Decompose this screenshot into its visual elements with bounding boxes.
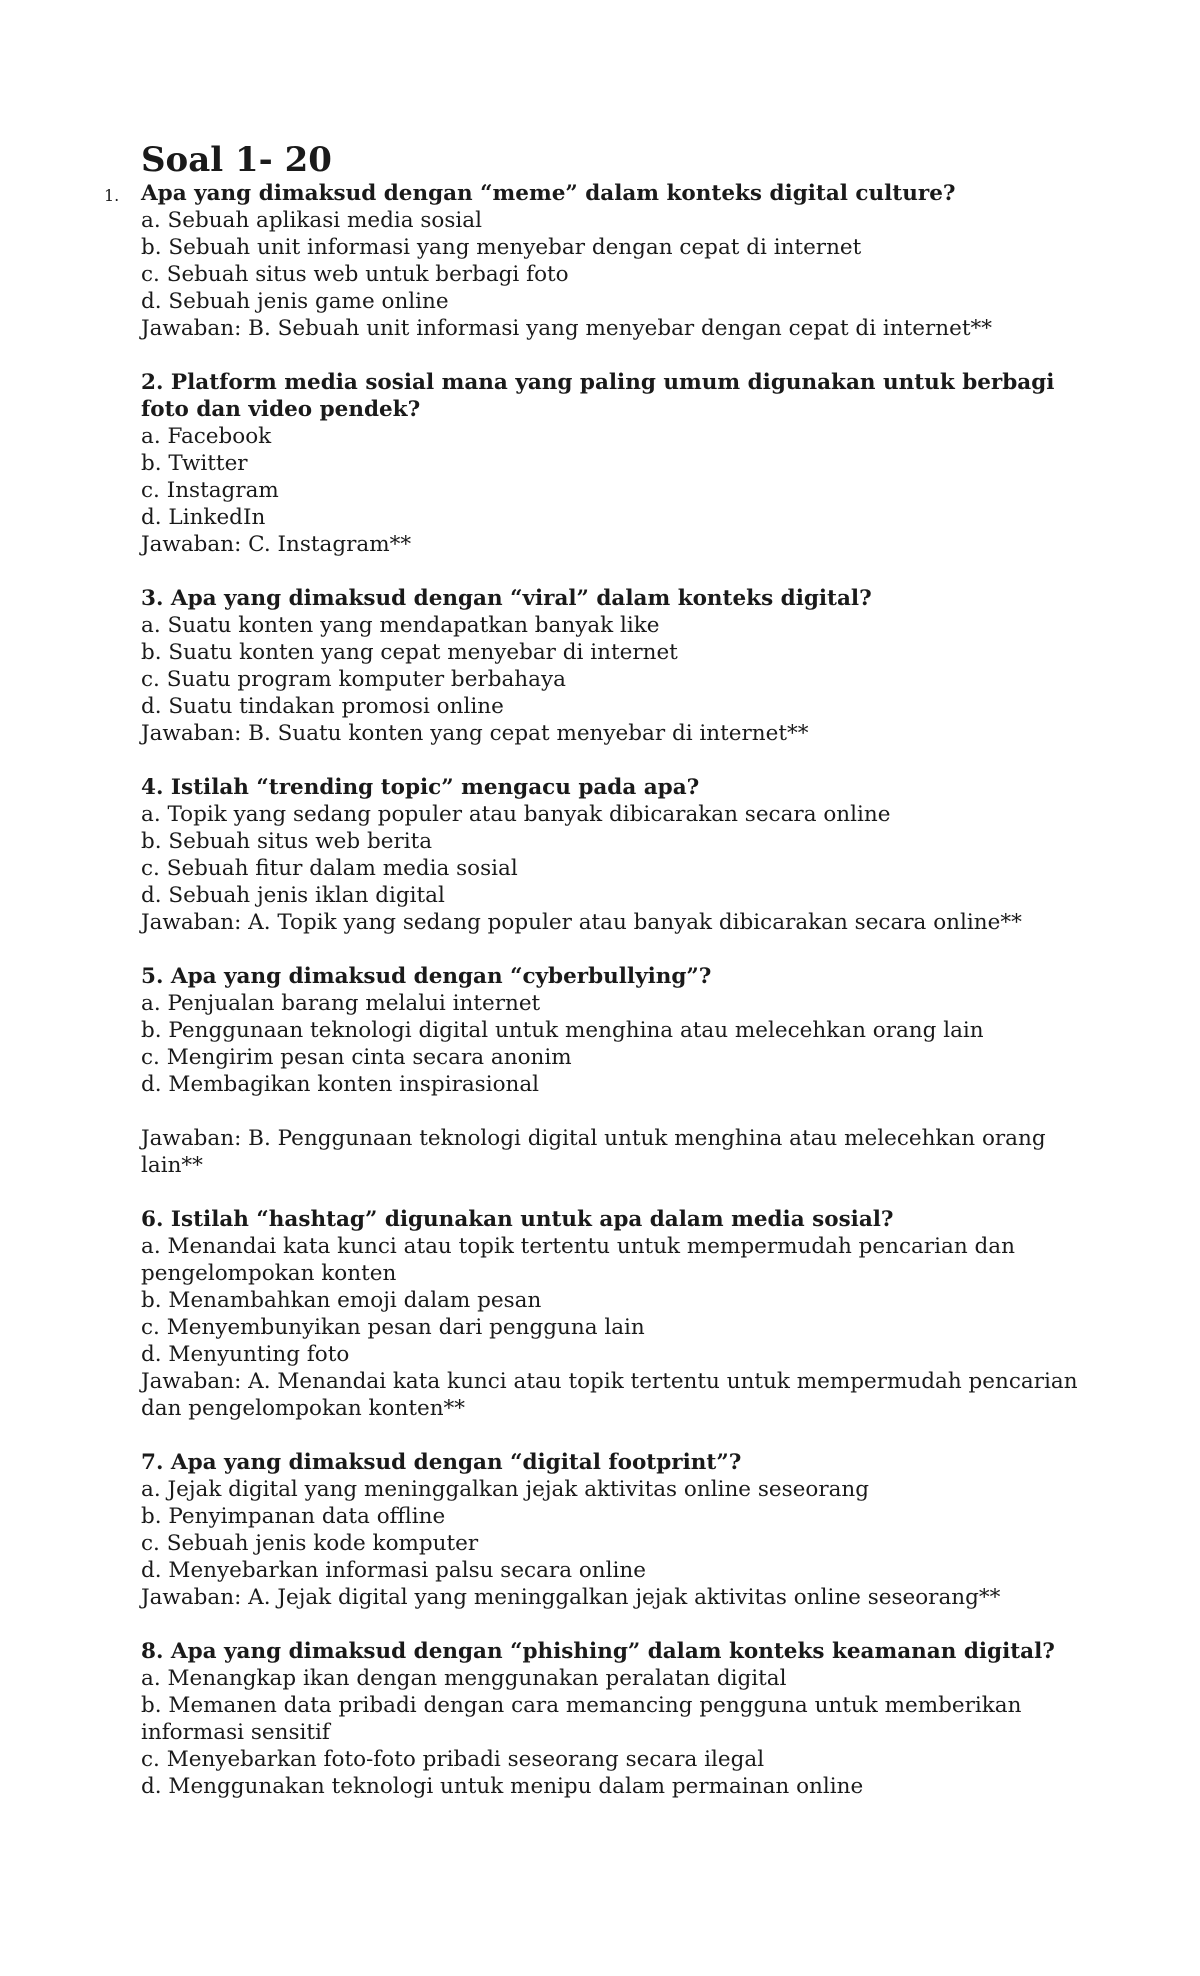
option-d: d. Suatu tindakan promosi online: [141, 694, 504, 719]
option-d: d. LinkedIn: [141, 505, 266, 530]
option-a: a. Facebook: [141, 424, 272, 449]
option-d: d. Membagikan konten inspirasional: [141, 1072, 540, 1097]
question-text: 7. Apa yang dimaksud dengan “digital footprint”?: [141, 1450, 742, 1475]
option-b: b. Memanen data pribadi dengan cara memancing pengguna untuk memberikan informasi sensitif: [141, 1693, 1022, 1745]
option-d: d. Menyebarkan informasi palsu secara online: [141, 1558, 646, 1583]
blank-line: [141, 1098, 1100, 1125]
answer-text: Jawaban: A. Jejak digital yang meninggalkan jejak aktivitas online seseorang**: [141, 1585, 1001, 1610]
question-6: [141, 1206, 1100, 1422]
option-c: c. Sebuah situs web untuk berbagi foto: [141, 262, 569, 287]
answer-text: Jawaban: C. Instagram**: [141, 532, 412, 557]
question-text: 3. Apa yang dimaksud dengan “viral” dalam konteks digital?: [141, 586, 872, 611]
question-4: [141, 774, 1100, 936]
option-b: b. Sebuah situs web berita: [141, 829, 433, 854]
question-number: 1.: [104, 186, 120, 205]
question-2: [141, 369, 1100, 558]
question-list: [104, 180, 1100, 1800]
question-text: 6. Istilah “hashtag” digunakan untuk apa dalam media sosial?: [141, 1207, 894, 1232]
question-5: [141, 963, 1100, 1179]
question-1: [104, 180, 1100, 342]
option-a: a. Suatu konten yang mendapatkan banyak like: [141, 613, 660, 638]
option-a: a. Menandai kata kunci atau topik tertentu untuk mempermudah pencarian dan pengelompokan konten: [141, 1234, 1015, 1286]
option-b: b. Menambahkan emoji dalam pesan: [141, 1288, 542, 1313]
question-text: 4. Istilah “trending topic” mengacu pada apa?: [141, 775, 700, 800]
option-a: a. Jejak digital yang meninggalkan jejak aktivitas online seseorang: [141, 1477, 870, 1502]
option-b: b. Sebuah unit informasi yang menyebar dengan cepat di internet: [141, 235, 862, 260]
answer-text: Jawaban: A. Menandai kata kunci atau topik tertentu untuk mempermudah pencarian dan pengelompokan konten**: [141, 1369, 1078, 1421]
question-text: [104, 180, 1100, 207]
option-c: c. Mengirim pesan cinta secara anonim: [141, 1045, 572, 1070]
question-3: [141, 585, 1100, 747]
option-d: d. Sebuah jenis game online: [141, 289, 449, 314]
option-a: a. Menangkap ikan dengan menggunakan peralatan digital: [141, 1666, 787, 1691]
option-a: a. Sebuah aplikasi media sosial: [141, 208, 482, 233]
option-c: c. Menyembunyikan pesan dari pengguna lain: [141, 1315, 645, 1340]
option-b: b. Twitter: [141, 451, 248, 476]
option-c: c. Sebuah fitur dalam media sosial: [141, 856, 518, 881]
option-b: b. Penggunaan teknologi digital untuk menghina atau melecehkan orang lain: [141, 1018, 984, 1043]
option-c: c. Sebuah jenis kode komputer: [141, 1531, 479, 1556]
option-b: b. Suatu konten yang cepat menyebar di internet: [141, 640, 678, 665]
option-c: c. Suatu program komputer berbahaya: [141, 667, 566, 692]
option-a: a. Topik yang sedang populer atau banyak dibicarakan secara online: [141, 802, 891, 827]
option-a: a. Penjualan barang melalui internet: [141, 991, 541, 1016]
option-c: c. Menyebarkan foto-foto pribadi seseorang secara ilegal: [141, 1747, 765, 1772]
page-title: Soal 1- 20: [141, 140, 332, 180]
question-7: [141, 1449, 1100, 1611]
option-b: b. Penyimpanan data offline: [141, 1504, 446, 1529]
answer-text: Jawaban: B. Sebuah unit informasi yang menyebar dengan cepat di internet**: [141, 316, 992, 341]
option-d: d. Menggunakan teknologi untuk menipu dalam permainan online: [141, 1774, 864, 1799]
option-c: c. Instagram: [141, 478, 279, 503]
answer-text: Jawaban: B. Penggunaan teknologi digital untuk menghina atau melecehkan orang lain**: [141, 1126, 1046, 1178]
option-d: d. Menyunting foto: [141, 1342, 350, 1367]
question-text: 2. Platform media sosial mana yang paling umum digunakan untuk berbagi foto dan video pendek?: [141, 370, 1055, 422]
option-d: d. Sebuah jenis iklan digital: [141, 883, 445, 908]
question-8: [141, 1638, 1100, 1800]
question-text: 8. Apa yang dimaksud dengan “phishing” dalam konteks keamanan digital?: [141, 1639, 1055, 1664]
answer-text: Jawaban: A. Topik yang sedang populer atau banyak dibicarakan secara online**: [141, 910, 1022, 935]
question-label: Apa yang dimaksud dengan “meme” dalam konteks digital culture?: [141, 181, 956, 206]
answer-text: Jawaban: B. Suatu konten yang cepat menyebar di internet**: [141, 721, 809, 746]
question-text: 5. Apa yang dimaksud dengan “cyberbullying”?: [141, 964, 712, 989]
